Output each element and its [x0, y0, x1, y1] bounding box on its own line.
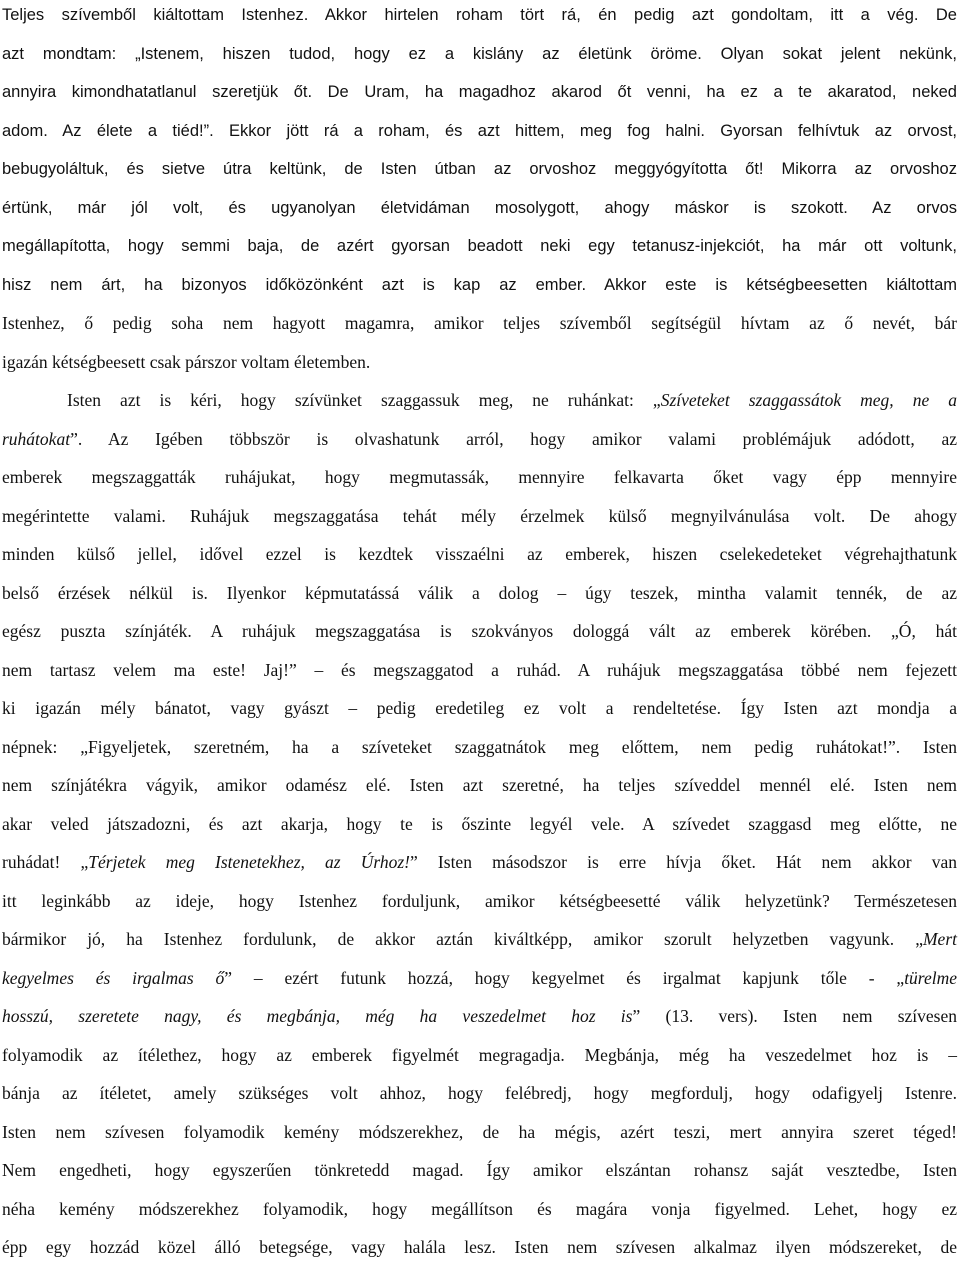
text-line — [2, 847, 957, 877]
italic-quote: Térjetek meg Istenetekhez, az Úrhoz! — [88, 852, 411, 872]
text-run: ” (13. vers). Isten nem szívesen — [632, 1006, 957, 1026]
text-line — [2, 424, 957, 454]
text-line — [2, 501, 957, 531]
text-run: Teljes szívemből kiáltottam Istenhez. Akkor hirtelen roham tört rá, én pedig azt gondoltam, itt a vég. De — [2, 6, 957, 24]
text-line — [2, 193, 957, 223]
text-run: ” – ezért futunk hozzá, hogy kegyelmet és irgalmat kapjunk tőle - „ — [224, 967, 905, 988]
text-line — [2, 1117, 957, 1147]
text-run: ruhádat! „ — [2, 852, 89, 872]
text-line — [2, 616, 957, 646]
text-run: bánja az ítéletet, amely szükséges volt ahhoz, hogy felébredj, hogy megfordulj, hogy odafigyelj Istenre. — [2, 1083, 957, 1103]
italic-quote: Szíveteket szaggassátok meg, ne a — [660, 390, 957, 410]
text-line — [2, 578, 957, 608]
italic-quote: hosszú, szeretete nagy, és megbánja, még ha veszedelmet hoz is — [2, 1006, 633, 1026]
text-line — [2, 0, 957, 30]
text-run: ”. Az Igében többször is olvashatunk arról, hogy amikor valami problémájuk adódott, az — [70, 428, 957, 449]
text-line — [2, 924, 957, 954]
text-run: itt leginkább az ideje, hogy Istenhez forduljunk, amikor kétségbeesetté válik helyzetünk? Természetesen — [2, 890, 957, 911]
text-run: Akkor este is kétségbeesetten kiáltottam — [586, 275, 957, 294]
text-line — [2, 1155, 957, 1185]
text-run: bebugyoláltuk, és sietve útra keltünk, de Isten útban az orvoshoz meggyógyította őt! Mikorra az orvoshoz — [2, 160, 957, 178]
text-line — [2, 1001, 957, 1031]
text-line — [2, 732, 957, 762]
text-run: folyamodik az ítélethez, hogy az emberek figyelmét megragadja. Megbánja, még ha veszedelmet hoz is – — [2, 1044, 957, 1065]
italic-quote: kegyelmes és irgalmas ő — [2, 967, 225, 988]
text-run: ki igazán mély bánatot, vagy gyászt – pedig eredetileg ez volt a rendeltetése. Így Isten azt mondja a — [2, 698, 957, 718]
text-line — [2, 539, 957, 569]
text-run: értünk, már jól volt, és ugyanolyan életvidáman mosolygott, ahogy máskor is szokott. Az orvos — [2, 198, 957, 217]
text-line — [2, 655, 957, 685]
text-run: Isten azt is kéri, hogy szívünket szaggassuk meg, ne ruhánkat: „ — [67, 390, 661, 410]
text-run: azt mondtam: „Istenem, hiszen tudod, hogy ez a kislány az életünk öröme. Olyan sokat jelent nekünk, — [2, 44, 957, 63]
text-line — [2, 963, 957, 993]
text-run: nem színjátékra vágyik, amikor odamész elé. Isten azt szeretné, ha teljes szíveddel mennél elé. Isten nem — [2, 775, 957, 795]
text-run: Isten nem szívesen folyamodik kemény módszerekhez, de ha mégis, azért teszi, mert annyira szeret téged! — [2, 1121, 957, 1142]
text-run: népnek: „Figyeljetek, szeretném, ha a szíveteket szaggatnátok meg előttem, nem pedig ruhátokat!”. Isten — [2, 736, 957, 757]
text-line — [2, 347, 957, 377]
text-run: megállapította, hogy semmi baja, de azért gyorsan beadott neki egy tetanusz-injekciót, ha már ott voltunk, — [2, 237, 957, 255]
text-line — [2, 462, 957, 492]
text-run: igazán kétségbeesett csak párszor voltam életemben. — [2, 351, 371, 372]
text-run: belső érzések nélkül is. Ilyenkor képmutatássá válik a dolog – úgy teszek, mintha valamit tennék, de az — [2, 582, 957, 603]
text-run: akar veled játszadozni, és azt akarja, hogy te is őszinte legyél vele. A szívedet szaggasd meg előtte, ne — [2, 813, 957, 834]
text-run: nem tartasz velem ma este! Jaj!” – és megszaggatod a ruhád. A ruhájuk megszaggatása többé nem fejezett — [2, 659, 957, 680]
italic-quote: türelme — [904, 967, 957, 988]
text-run: Istenhez, ő pedig soha nem hagyott magamra, amikor teljes szívemből segítségül hívtam az ő nevét, bár — [2, 313, 957, 333]
text-line — [2, 1232, 957, 1262]
text-run: annyira kimondhatatlanul szeretjük őt. De Uram, ha magadhoz akarod őt venni, ha ez a te akaratod, neked — [2, 83, 957, 101]
text-line — [2, 116, 957, 146]
text-line — [2, 886, 957, 916]
text-line — [2, 770, 957, 800]
italic-quote: Mert — [922, 929, 957, 949]
text-run: megérintette valami. Ruhájuk megszaggatása tehát mély érzelmek külső megnyilvánulása volt. De ahogy — [2, 505, 957, 526]
text-run: adom. Az élete a tiéd!”. Ekkor jött rá a roham, és azt hittem, meg fog halni. Gyorsan felhívtuk az orvost, — [2, 121, 957, 140]
text-run: minden külső jellel, idővel ezzel is kezdtek visszaélni az emberek, hiszen cselekedeteket végrehajthatunk — [2, 544, 957, 564]
text-line — [2, 1194, 957, 1224]
text-run: épp egy hozzád közel álló betegsége, vagy halála lesz. Isten nem szívesen alkalmaz ilyen módszereket, de — [2, 1237, 957, 1257]
text-line — [2, 154, 957, 184]
text-line — [2, 308, 957, 338]
text-line — [2, 270, 957, 300]
text-line — [2, 809, 957, 839]
text-run: Nem engedheti, hogy egyszerűen tönkretedd magad. Így amikor elszántan rohansz saját vesztedbe, Isten — [2, 1160, 957, 1180]
text-line — [2, 231, 957, 261]
text-line — [2, 1040, 957, 1070]
text-run: bármikor jó, ha Istenhez fordulunk, de akkor aztán kiváltképp, amikor szorult helyzetben vagyunk. „ — [2, 929, 923, 949]
text-run: hisz nem árt, ha bizonyos időközönként azt is kap az ember. — [2, 275, 587, 294]
text-run: ” Isten másodszor is erre hívja őket. Hát nem akkor van — [410, 852, 957, 872]
italic-quote: ruhátokat — [2, 428, 71, 449]
text-line — [67, 385, 957, 415]
text-run: néha kemény módszerekhez folyamodik, hogy megállítson és magára vonja figyelmed. Lehet, hogy ez — [2, 1198, 957, 1219]
text-run: emberek megszaggatták ruhájukat, hogy megmutassák, mennyire felkavarta őket vagy épp mennyire — [2, 467, 957, 487]
text-line — [2, 693, 957, 723]
text-run: egész puszta színjáték. A ruhájuk megszaggatása is szokványos dologgá vált az emberek körében. „Ó, hát — [2, 621, 957, 641]
text-line — [2, 77, 957, 107]
text-line — [2, 1078, 957, 1108]
text-line — [2, 39, 957, 69]
